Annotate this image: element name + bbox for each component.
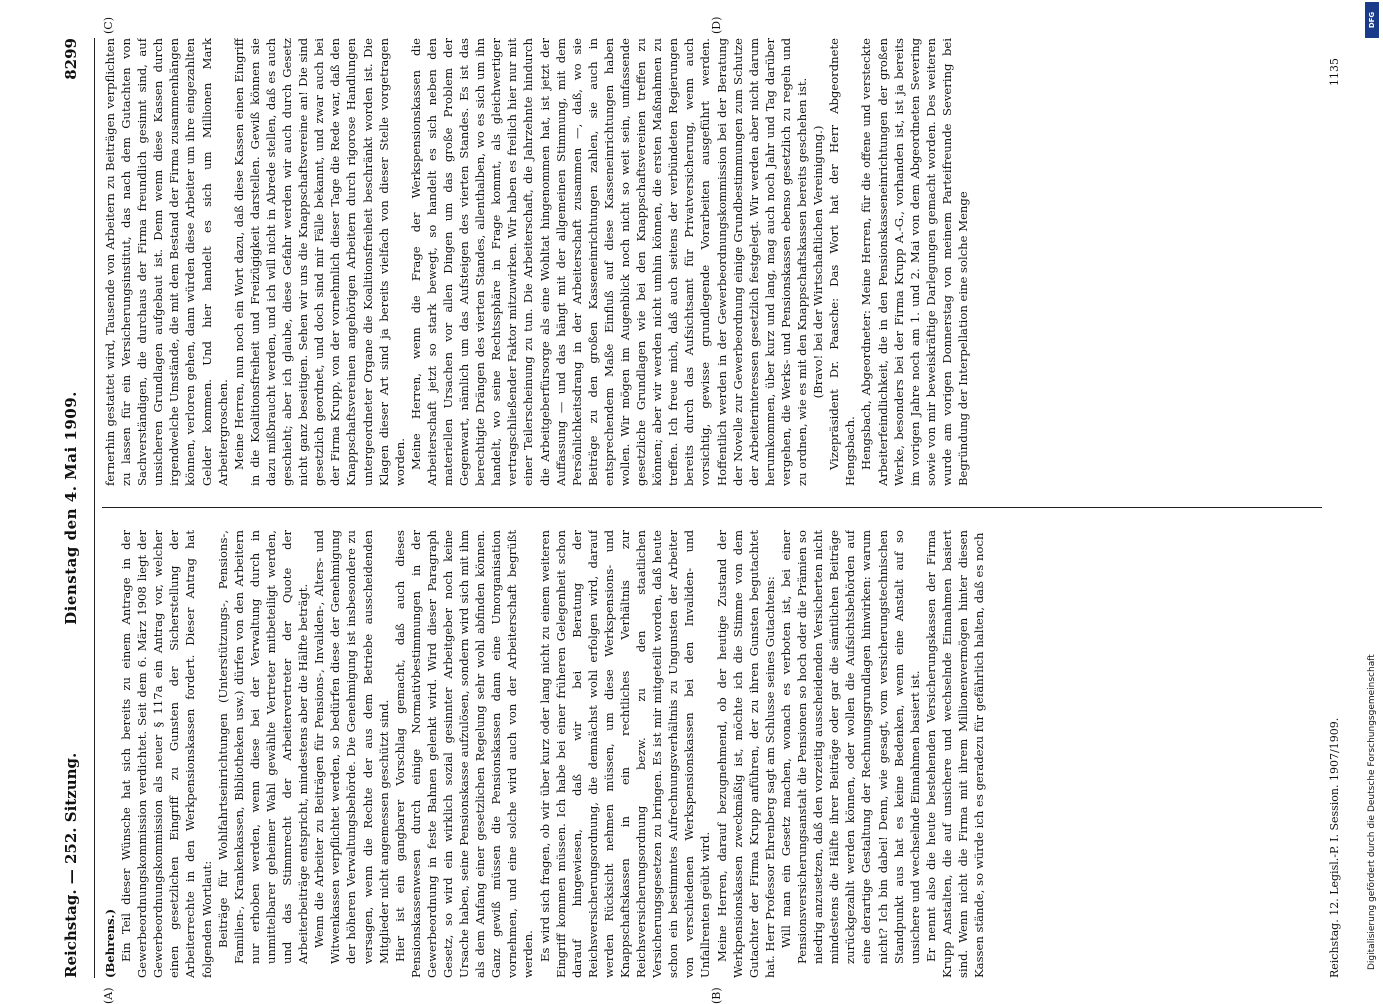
digitization-credit-text: Digitalisierung gefördert durch die Deutsche Forschungsgemeinschaft bbox=[1367, 654, 1377, 970]
speaker-tag: (Behrens.) bbox=[103, 908, 117, 978]
dfg-logo-text: DFG bbox=[1368, 11, 1376, 29]
paragraph: fernerhin gestattet wird, Tausende von Arbeitern zu Beiträgen verpflichten zu lassen für ein Versicherungsinstitut, das nach dem Gutachten von Sachverständigen, die durchaus der Firma freundlich gesinnt sind, auf unsicheren Grundlagen aufgebaut ist. Denn wenn diese Kassen durch irgendwelche Umstände, die mit dem Bestand der Firma zusammenhängen können, verloren gehen, dann würden diese Arbeiter um ihre eingezahlten Gelder kommen. Und hier handelt es sich um Millionen Mark Arbeitergroschen. bbox=[103, 38, 230, 486]
column-right bbox=[102, 38, 1322, 486]
paragraph: Hier ist ein gangbarer Vorschlag gemacht, daß auch dieses Pensionskassenwesen durch einige Normativbestimmungen in der Gewerbeordnung in feste Bahnen gelenkt wird. Wird dieser Paragraph Gesetz, so wird ein wirklich sozial gesinnter Arbeitgeber noch keine Ursache haben, seine Pensionskasse aufzulösen, sondern wird sich mit ihm als dem Anfang einer gesetzlichen Regelung sehr wohl abfinden können. Ganz gewiß müssen die Pensionskassen dann eine Umorganisation vornehmen, und eine solche wird auch von der Arbeiterschaft begrüßt werden. bbox=[392, 530, 536, 978]
paragraph: Er nennt also die heute bestehenden Versicherungskassen der Firma Krupp Anstalten, die auf unsichere und wechselnde Einnahmen basiert sind. Wenn nicht die Firma mit ihrem Millionenvermögen hinter diesen Kassen stände, so würde ich es geradezu für gefährlich halten, daß es noch bbox=[923, 530, 987, 978]
header-rule bbox=[94, 38, 95, 978]
quoted-paragraph: Beiträge für Wohlfahrtseinrichtungen (Unterstützungs-, Pensions-, Familien-, Krankenkassen, Bibliotheken usw.) dürfen von den Arbeitern nur erhoben werden, wenn diese bei der Verwaltung durch in unmittelbarer geheimer Wahl gewählte Vertreter mitbeteiligt werden, und das Stimmrecht der Arbeitervertreter der Quote der Arbeiterbeiträge entspricht, mindestens aber die Hälfte beträgt. bbox=[215, 530, 311, 964]
column-rule bbox=[102, 507, 1322, 508]
margin-mark-d: (D) bbox=[710, 16, 723, 34]
quoted-paragraph: Will man ein Gesetz machen, wonach es verboten ist, bei einer Pensionsversicherungsanstalt die Pensionen so hoch oder die Prämien so niedrig anzusetzen, daß den vorzeitig ausscheidenden Versicherten nicht mindestens die Hälfte ihrer Beiträge oder gar die sämtlichen Beiträge zurückgezahlt werden können, oder wollen die Aufsichtsbehörden auf eine derartige Gestaltung der Rechnungsgrundlagen hinwirken: warum nicht? Ich bin dabei! Denn, wie gesagt, vom versicherungstechnischen Standpunkt aus hat es keine Bedenken, wenn eine Anstalt auf so unsichere und wechselnde Einnahmen basiert ist. bbox=[778, 530, 922, 964]
paragraph: Meine Herren, nun noch ein Wort dazu, daß diese Kassen einen Eingriff in die Koalitionsfreiheit und Freizügigkeit darstellen. Gewiß können sie dazu mißbraucht werden, und ich will nicht in Abrede stellen, daß es auch geschieht; aber ich glaube, diese Gefahr werden wir auch durch Gesetz nicht ganz beseitigen. Sehen wir uns die Knappschaftsvereine an! Die sind gesetzlich geordnet, und doch sind mir Fälle bekannt, und zwar auch bei der Firma Krupp, von der vornehmlich dieser Tage die Rede war, daß den Knappschaftsvereinen angehörigen Arbeitern durch rigorose Handlungen untergeordneter Organe die Koalitionsfreiheit beschränkt worden ist. Die Klagen dieser Art sind ja bereits vielfach von dieser Stelle vorgetragen worden. bbox=[231, 38, 407, 486]
page-number: 8299 bbox=[62, 38, 80, 80]
margin-mark-a: (A) bbox=[102, 987, 115, 1004]
margin-mark-c: (C) bbox=[102, 17, 115, 34]
rotated-page-content bbox=[50, 16, 1352, 1004]
header-left: Reichstag. — 252. Sitzung. bbox=[62, 752, 80, 978]
speaker-paragraph: Hengsbach, Abgeordneter: Meine Herren, für die offene und versteckte Arbeiterfeindlichkeit, die in den Pensionskasseneinrichtungen der großen Werke, besonders bei der Firma Krupp A.-G., vorhanden ist, ist ja bereits im vorigen Jahre noch am 1. und 2. Mai von dem Abgeordneten Severing sowie von mir beweiskräftige Darlegungen gemacht worden. Des weiteren wurde am vorigen Donnerstag von meinem Parteifreunde Severing bei Begründung der Interpellation eine solche Menge bbox=[859, 38, 970, 486]
digitization-credit bbox=[1365, 40, 1379, 970]
paragraph: Es wird sich fragen, ob wir über kurz oder lang nicht zu einem weiteren Eingriff kommen müssen. Ich habe bei einer früheren Gelegenheit schon darauf hingewiesen, daß wir bei Beratung der Reichsversicherungsordnung, die demnächst wohl erfolgen wird, darauf werden Rücksicht nehmen müssen, um diese Werkspensions- und Knappschaftskassen in ein rechtliches Verhältnis zur Reichsversicherungsordnung bezw. zu den staatlichen Versicherungsgesetzen zu bringen. Es ist mir mitgeteilt worden, daß heute schon ein bestimmtes Aufrechnungsverhältnis zu Ungunsten der Arbeiter von verschiedenen Werkspensionskassen bei den Invaliden- und Unfallrenten geübt wird. bbox=[537, 530, 713, 978]
applause-note: (Bravo! bei der Wirtschaftlichen Vereinigung.) bbox=[811, 125, 826, 399]
margin-mark-b: (B) bbox=[710, 987, 723, 1004]
paragraph: Meine Herren, wenn die Frage der Werkspensionskassen die Arbeiterschaft jetzt so stark bewegt, so handelt es sich neben den materiellen Ursachen vor allen Dingen um das große Problem der Gegenwart, nämlich um das Aufsteigen des vierten Standes. Es ist das berechtigte Drängen des vierten Standes, allenthalben, wo es sich um ihn handelt, wo seine Rechtssphäre in Frage kommt, als gleichwertiger vertragschließender Faktor mitzuwirken. Wir haben es freilich hier nur mit einer Teilerscheinung zu tun. Die Arbeiterschaft, die Jahrzehnte hindurch die Arbeitgeberfürsorge als eine Wohltat hingenommen hat, ist jetzt der Auffassung — und das hängt mit der allgemeinen Stimmung, mit dem Persönlichkeitsdrang in der Arbeiterschaft zusammen —, daß, wo sie Beiträge zu den großen Kasseneinrichtungen zahlen, sie auch in entsprechendem Maße Einfluß auf diese Kasseneinrichtungen haben wollen. Wir mögen im Augenblick noch nicht so weit sein, umfassende gesetzliche Grundlagen wie bei den Knappschaftsvereinen treffen zu können; aber wir werden nicht umhin können, die ersten Maßnahmen zu treffen. Ich freue mich, daß auch seitens der verbündeten Regierungen bereits durch das Aufsichtsamt für Privatversicherung, wenn auch vorsichtig, gewisse grundlegende Vorarbeiten ausgeführt werden. Hoffentlich werden in der Gewerbeordnungskommission bei der Beratung der Novelle zur Gewerbeordnung einige Grundbestimmungen zum Schutze der Arbeiterinteressen gesetzlich festgelegt. Wir werden aber nicht darum herumkommen, über kurz und lang, mag auch noch Jahr und Tag darüber vergehen, die Werks- und Pensionskassen ebenso gesetzlich zu regeln und zu ordnen, wie es mit den Knappschaftskassen bereits geschehen ist. bbox=[408, 38, 810, 486]
footer-source: Reichstag. 12. Legisl.-P. I. Session. 1907/1909. bbox=[1328, 717, 1341, 978]
speaker-paragraph: Vizepräsident Dr. Paasche: Das Wort hat der Herr Abgeordnete Hengsbach. bbox=[827, 38, 858, 486]
dfg-logo bbox=[1365, 2, 1379, 38]
header-date: Dienstag den 4. Mai 1909. bbox=[62, 391, 80, 625]
column-left bbox=[102, 530, 1322, 978]
paragraph: Meine Herren, darauf bezugnehmend, ob der heutige Zustand der Werkpensionskassen zweckmäßig ist, möchte ich die Stimme von dem Gutachter der Firma Krupp anführen, der zu ihren Gunsten begutachtet hat. Herr Professor Ehrenberg sagt am Schlusse seines Gutachtens: bbox=[714, 530, 777, 978]
quoted-paragraph: Wenn die Arbeiter zu Beiträgen für Pensions-, Invaliden-, Alters- und Witwenkassen verpflichtet werden, so bedürfen diese der Genehmigung der höheren Verwaltungsbehörde. Die Genehmigung ist insbesondere zu versagen, wenn die Rechte der aus dem Betriebe ausscheidenden Mitglieder nicht angemessen geschützt sind. bbox=[312, 530, 391, 964]
page-header bbox=[50, 38, 92, 978]
paragraph: Ein Teil dieser Wünsche hat sich bereits zu einem Antrage in der Gewerbeordnungskommission verdichtet. Seit dem 6. März 1908 liegt der Gewerbeordnungskommission als neuer § 117a ein Antrag vor, welcher einen gesetzlichen Eingriff zu Gunsten der Sicherstellung der Arbeiterrechte in den Werkpensionskassen fordert. Dieser Antrag hat folgenden Wortlaut: bbox=[119, 530, 214, 978]
page-footer bbox=[1328, 38, 1346, 978]
scanned-page bbox=[50, 16, 1352, 1004]
footer-sheet-number: 1135 bbox=[1328, 58, 1341, 86]
